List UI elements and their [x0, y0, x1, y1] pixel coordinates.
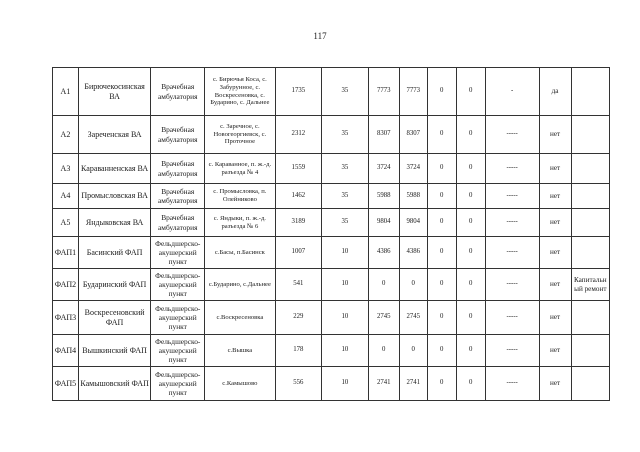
table-row — [53, 335, 610, 367]
zero-value-b: 0 — [456, 209, 485, 237]
dash-value: ----- — [485, 154, 539, 184]
served-settlements: с.Бударино, с.Дальнее — [205, 269, 275, 301]
zero-value-b: 0 — [456, 116, 485, 154]
zero-value-a: 0 — [427, 116, 456, 154]
served-settlements: с.Камышово — [205, 367, 275, 401]
population-value: 1735 — [275, 68, 322, 116]
facility-type: Врачебная амбулатория — [151, 154, 205, 184]
served-settlements: с. Заречное, с. Новогеоргиевск, с. Проточное — [205, 116, 275, 154]
facility-name: Промысловская ВА — [78, 184, 150, 209]
table-row — [53, 237, 610, 269]
funded-value: 0 — [399, 269, 427, 301]
facility-code: ФАП3 — [53, 301, 79, 335]
norm-value: 35 — [322, 209, 369, 237]
remark-note: Капитальный ремонт — [571, 269, 609, 301]
facility-code: А3 — [53, 154, 79, 184]
served-settlements: с. Яндыки, п. ж.-д. разъезда № 6 — [205, 209, 275, 237]
zero-value-b: 0 — [456, 68, 485, 116]
page-number: 117 — [313, 31, 327, 41]
cost-value: 4386 — [368, 237, 399, 269]
facilities-table — [52, 67, 610, 401]
cost-value: 0 — [368, 335, 399, 367]
served-settlements: с. Караванное, п. ж.-д. разъезда № 4 — [205, 154, 275, 184]
facility-name: Воскресеновский ФАП — [78, 301, 150, 335]
zero-value-a: 0 — [427, 269, 456, 301]
remark-note — [571, 68, 609, 116]
remark-note — [571, 301, 609, 335]
funded-value: 0 — [399, 335, 427, 367]
cost-value: 2745 — [368, 301, 399, 335]
cost-value: 3724 — [368, 154, 399, 184]
dash-value: ----- — [485, 367, 539, 401]
norm-value: 10 — [322, 269, 369, 301]
facility-code: ФАП5 — [53, 367, 79, 401]
norm-value: 10 — [322, 301, 369, 335]
remark-note — [571, 335, 609, 367]
facility-code: А5 — [53, 209, 79, 237]
facility-type: Врачебная амбулатория — [151, 116, 205, 154]
facility-name: Зареченская ВА — [78, 116, 150, 154]
table-row — [53, 301, 610, 335]
norm-value: 35 — [322, 154, 369, 184]
zero-value-a: 0 — [427, 367, 456, 401]
population-value: 1007 — [275, 237, 322, 269]
zero-value-a: 0 — [427, 301, 456, 335]
zero-value-a: 0 — [427, 209, 456, 237]
yes-no-flag: нет — [539, 269, 571, 301]
dash-value: ----- — [485, 335, 539, 367]
dash-value: ----- — [485, 184, 539, 209]
population-value: 2312 — [275, 116, 322, 154]
remark-note — [571, 154, 609, 184]
remark-note — [571, 209, 609, 237]
funded-value: 7773 — [399, 68, 427, 116]
norm-value: 35 — [322, 184, 369, 209]
remark-note — [571, 237, 609, 269]
cost-value: 5988 — [368, 184, 399, 209]
zero-value-b: 0 — [456, 237, 485, 269]
zero-value-b: 0 — [456, 269, 485, 301]
yes-no-flag: нет — [539, 367, 571, 401]
yes-no-flag: нет — [539, 116, 571, 154]
facility-type: Врачебная амбулатория — [151, 184, 205, 209]
facility-code: А1 — [53, 68, 79, 116]
zero-value-b: 0 — [456, 154, 485, 184]
table-row — [53, 154, 610, 184]
facility-name: Яндыковская ВА — [78, 209, 150, 237]
norm-value: 10 — [322, 335, 369, 367]
zero-value-a: 0 — [427, 184, 456, 209]
population-value: 556 — [275, 367, 322, 401]
population-value: 1559 — [275, 154, 322, 184]
dash-value: - — [485, 68, 539, 116]
dash-value: ----- — [485, 209, 539, 237]
dash-value: ----- — [485, 269, 539, 301]
facility-code: А4 — [53, 184, 79, 209]
served-settlements: с.Басы, п.Басинск — [205, 237, 275, 269]
facility-name: Бударинский ФАП — [78, 269, 150, 301]
served-settlements: с.Вышка — [205, 335, 275, 367]
table-row — [53, 269, 610, 301]
facility-type: Фельдшерско-акушерский пункт — [151, 237, 205, 269]
remark-note — [571, 184, 609, 209]
facility-type: Врачебная амбулатория — [151, 209, 205, 237]
served-settlements: с.Воскресеновка — [205, 301, 275, 335]
table-row — [53, 184, 610, 209]
funded-value: 2745 — [399, 301, 427, 335]
facility-name: Бирючекосинская ВА — [78, 68, 150, 116]
yes-no-flag: да — [539, 68, 571, 116]
served-settlements: с. Бирючья Коса, с. Забурунное, с. Воскресеновка, с. Бударино, с. Дальнее — [205, 68, 275, 116]
cost-value: 7773 — [368, 68, 399, 116]
facility-code: А2 — [53, 116, 79, 154]
cost-value: 9804 — [368, 209, 399, 237]
facility-name: Камышовский ФАП — [78, 367, 150, 401]
yes-no-flag: нет — [539, 301, 571, 335]
facility-type: Фельдшерско-акушерский пункт — [151, 367, 205, 401]
facility-code: ФАП2 — [53, 269, 79, 301]
population-value: 229 — [275, 301, 322, 335]
table-row — [53, 209, 610, 237]
norm-value: 10 — [322, 367, 369, 401]
table-body — [53, 68, 610, 401]
yes-no-flag: нет — [539, 154, 571, 184]
zero-value-a: 0 — [427, 335, 456, 367]
zero-value-b: 0 — [456, 335, 485, 367]
population-value: 1462 — [275, 184, 322, 209]
norm-value: 10 — [322, 237, 369, 269]
funded-value: 9804 — [399, 209, 427, 237]
dash-value: ----- — [485, 237, 539, 269]
table-row — [53, 367, 610, 401]
yes-no-flag: нет — [539, 237, 571, 269]
yes-no-flag: нет — [539, 335, 571, 367]
facility-type: Фельдшерско-акушерский пункт — [151, 269, 205, 301]
population-value: 541 — [275, 269, 322, 301]
norm-value: 35 — [322, 68, 369, 116]
served-settlements: с. Промысловка, п. Олейниково — [205, 184, 275, 209]
dash-value: ----- — [485, 301, 539, 335]
facility-type: Врачебная амбулатория — [151, 68, 205, 116]
remark-note — [571, 367, 609, 401]
funded-value: 5988 — [399, 184, 427, 209]
zero-value-a: 0 — [427, 237, 456, 269]
facility-name: Басинский ФАП — [78, 237, 150, 269]
table-row — [53, 116, 610, 154]
funded-value: 3724 — [399, 154, 427, 184]
zero-value-b: 0 — [456, 184, 485, 209]
yes-no-flag: нет — [539, 209, 571, 237]
zero-value-b: 0 — [456, 301, 485, 335]
zero-value-a: 0 — [427, 154, 456, 184]
population-value: 178 — [275, 335, 322, 367]
dash-value: ----- — [485, 116, 539, 154]
facility-code: ФАП4 — [53, 335, 79, 367]
remark-note — [571, 116, 609, 154]
funded-value: 4386 — [399, 237, 427, 269]
population-value: 3189 — [275, 209, 322, 237]
facility-name: Вышкинский ФАП — [78, 335, 150, 367]
facility-type: Фельдшерско-акушерский пункт — [151, 301, 205, 335]
zero-value-a: 0 — [427, 68, 456, 116]
table-row — [53, 68, 610, 116]
facility-type: Фельдшерско-акушерский пункт — [151, 335, 205, 367]
funded-value: 8307 — [399, 116, 427, 154]
cost-value: 0 — [368, 269, 399, 301]
yes-no-flag: нет — [539, 184, 571, 209]
facility-code: ФАП1 — [53, 237, 79, 269]
funded-value: 2741 — [399, 367, 427, 401]
norm-value: 35 — [322, 116, 369, 154]
cost-value: 8307 — [368, 116, 399, 154]
zero-value-b: 0 — [456, 367, 485, 401]
facility-name: Караванненская ВА — [78, 154, 150, 184]
cost-value: 2741 — [368, 367, 399, 401]
